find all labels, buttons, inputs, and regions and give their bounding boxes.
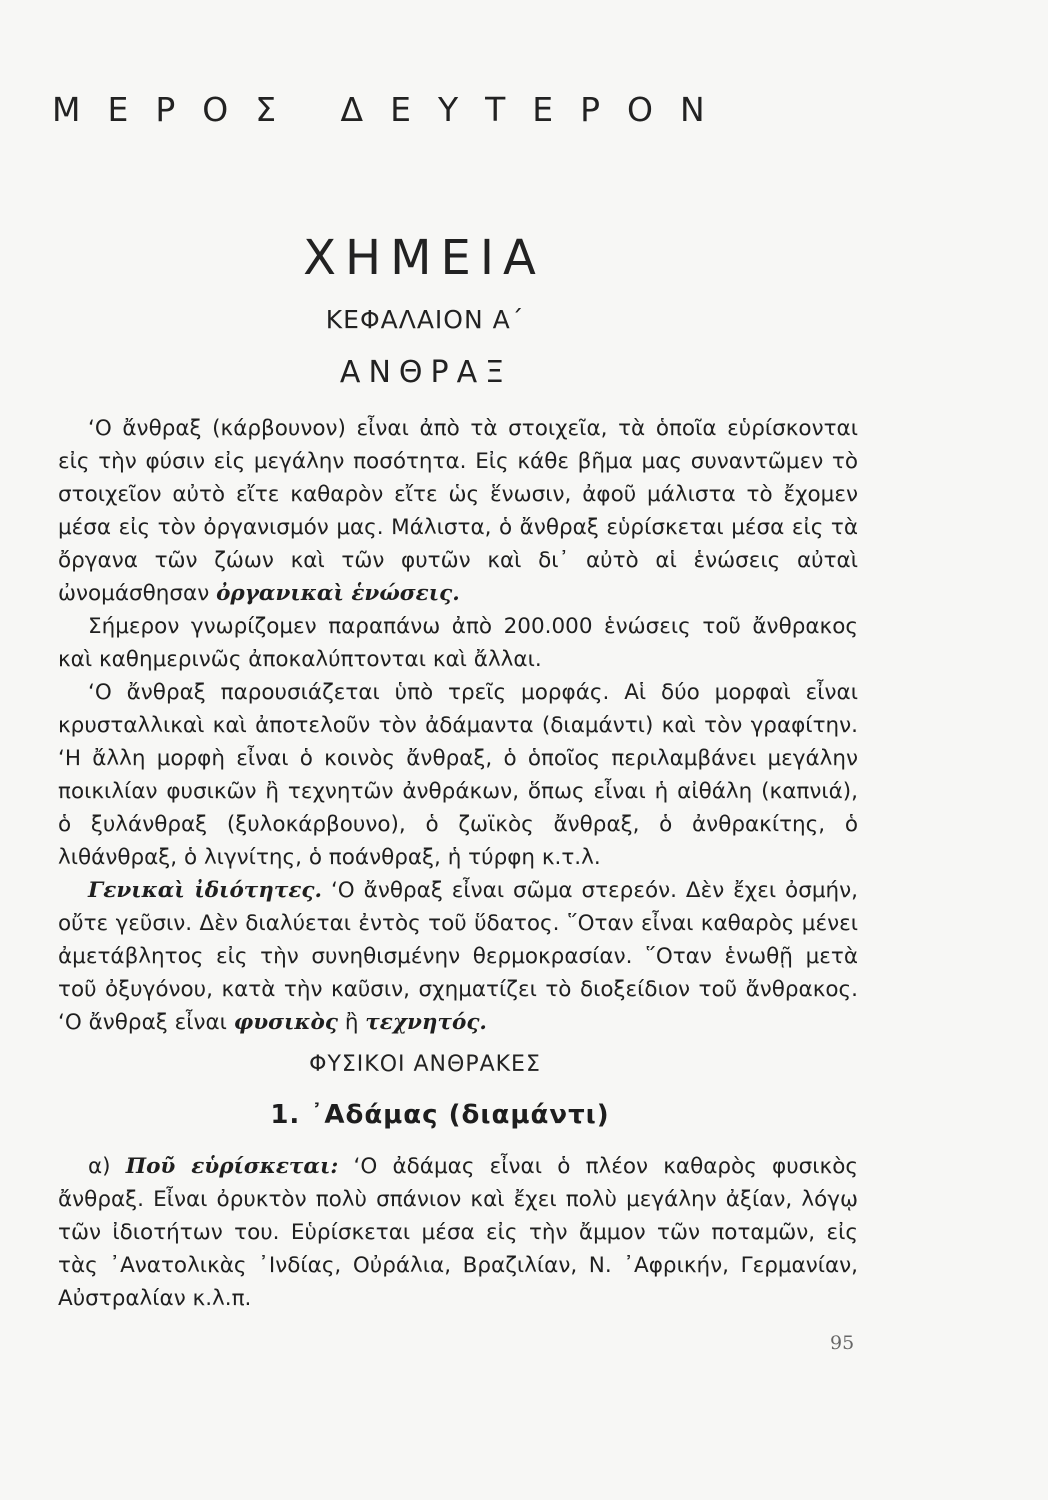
- page-number: 95: [830, 1332, 855, 1354]
- numbered-heading: 1. ᾿Αδάμας (διαμάντι): [270, 1100, 610, 1130]
- section-title: ΧΗΜΕΙΑ: [303, 230, 545, 286]
- paragraph-intro: [58, 412, 858, 610]
- paragraph-properties-text: ‘Ο ἄνθραξ εἶναι σῶμα στερεόν. Δὲν ἔχει ὀσμήν, οὔτε γεῦσιν. Δὲν διαλύεται ἐντὸς τοῦ ὕδατος. ῞Οταν εἶναι καθαρὸς μένει ἀμετάβλητος εἰς τὴν συνηθισμένην θερμοκρασίαν. ῞Οταν ἑνωθῇ μετὰ τοῦ ὀξυγόνου, κατὰ τὴν καῦσιν, σχηματίζει τὸ διοξείδιον τοῦ ἄνθρακος. ‘Ο ἄνθραξ εἶναι: [58, 878, 858, 1035]
- paragraph-intro-text: ‘Ο ἄνθραξ (κάρβουνον) εἶναι ἀπὸ τὰ στοιχεῖα, τὰ ὁποῖα εὑρίσκονται εἰς τὴν φύσιν εἰς μεγάλην ποσότητα. Εἰς κάθε βῆμα μας συναντῶμεν τὸ στοιχεῖον αὐτὸ εἴτε καθαρὸν εἴτε ὡς ἕνωσιν, ἀφοῦ μάλιστα τὸ ἔχομεν μέσα εἰς τὸν ὀργανισμόν μας. Μάλιστα, ὁ ἄνθραξ εὑρίσκεται μέσα εἰς τὰ ὄργανα τῶν ζώων καὶ τῶν φυτῶν καὶ δι᾽ αὐτὸ αἱ ἑνώσεις αὐταὶ ὠνομάσθησαν: [58, 416, 858, 606]
- part-title: ΜΕΡΟΣ ΔΕΥΤΕΡΟΝ: [52, 90, 732, 129]
- paragraph-forms: ‘Ο ἄνθραξ παρουσιάζεται ὑπὸ τρεῖς μορφάς. Αἱ δύο μορφαὶ εἶναι κρυσταλλικαὶ καὶ ἀποτελοῦν τὸν ἀδάμαντα (διαμάντι) καὶ τὸν γραφίτην. ‘Η ἄλλη μορφὴ εἶναι ὁ κοινὸς ἄνθραξ, ὁ ὁποῖος περιλαμβάνει μεγάλην ποικιλίαν φυσικῶν ἢ τεχνητῶν ἀνθράκων, ὅπως εἶναι ἡ αἰθάλη (καπνιά), ὁ ξυλάνθραξ (ξυλοκάρβουνο), ὁ ζωϊκὸς ἄνθραξ, ὁ ἀνθρακίτης, ὁ λιθάνθραξ, ὁ λιγνίτης, ὁ ποάνθραξ, ἡ τύρφη κ.τ.λ.: [58, 680, 858, 870]
- word-or: ἢ: [344, 1010, 359, 1035]
- emphasis-where-found: Ποῦ εὑρίσκεται:: [125, 1154, 339, 1179]
- emphasis-organic-compounds: ὀργανικαὶ ἑνώσεις.: [216, 581, 460, 606]
- chapter-title: ΑΝΘΡΑΞ: [339, 355, 513, 390]
- paragraph-diamond-text: ‘Ο ἀδάμας εἶναι ὁ πλέον καθαρὸς φυσικὸς ἄνθραξ. Εἶναι ὀρυκτὸν πολὺ σπάνιον καὶ ἔχει πολὺ μεγάλην ἀξίαν, λόγῳ τῶν ἰδιοτήτων του. Εὑρίσκεται μέσα εἰς τὴν ἄμμον τῶν ποταμῶν, εἰς τὰς ᾿Ανατολικὰς ᾿Ινδίας, Οὐράλια, Βραζιλίαν, Ν. ᾿Αφρικήν, Γερμανίαν, Αὐστραλίαν κ.λ.π.: [58, 1154, 858, 1311]
- diamond-body: [58, 1150, 858, 1315]
- subsection-heading: ΦΥΣΙΚΟΙ ΑΝΘΡΑΚΕΣ: [309, 1052, 541, 1077]
- emphasis-natural: φυσικὸς: [233, 1010, 338, 1035]
- chapter-label: ΚΕΦΑΛΑΙΟΝ Α΄: [325, 305, 525, 334]
- emphasis-general-properties: Γενικαὶ ἰδιότητες.: [88, 878, 323, 903]
- chapter-body: [58, 412, 858, 1039]
- paragraph-diamond-location: [58, 1150, 858, 1315]
- paragraph-properties: [58, 874, 858, 1039]
- paragraph-compounds: Σήμερον γνωρίζομεν παραπάνω ἀπὸ 200.000 ἑνώσεις τοῦ ἄνθρακος καὶ καθημερινῶς ἀποκαλύπτονται καὶ ἄλλαι.: [58, 614, 858, 672]
- emphasis-artificial: τεχνητός.: [365, 1010, 487, 1035]
- item-label: α): [88, 1154, 111, 1179]
